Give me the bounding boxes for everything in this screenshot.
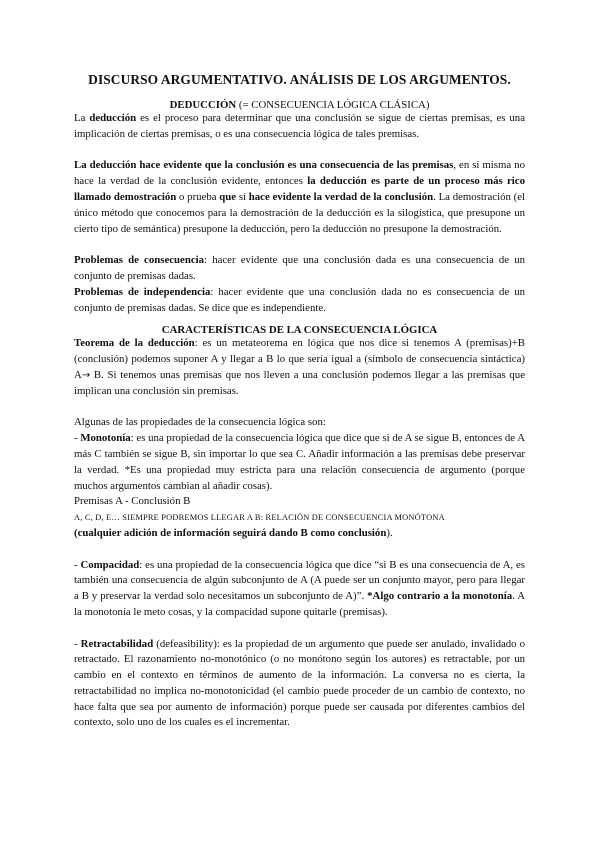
bold-run: la deducción es parte de un proceso más rico llamado demostración <box>74 175 525 203</box>
paragraph-teorema-deduccion <box>74 336 525 399</box>
bold-run: Problemas de independencia <box>74 285 211 298</box>
paragraph-monotonia <box>74 431 525 494</box>
paragraph-gap <box>74 400 525 416</box>
paragraph-gap <box>74 316 525 324</box>
text-run: . A la monotonía le meto cosas, y la compacidad supone quitarle (premisas). <box>74 590 526 618</box>
text-run: - <box>74 432 81 445</box>
paragraph-deduccion-definition <box>74 111 525 143</box>
bold-run: Teorema de la deducción <box>74 337 195 350</box>
section-heading-deduccion <box>74 99 525 111</box>
text-run: - <box>74 637 81 650</box>
text-run: : hacer evidente que una conclusión dada no es consecuencia de un conjunto de premisas dadas. Se dice que es independiente. <box>74 285 525 314</box>
text-run: sí <box>236 190 249 203</box>
section-heading-caracteristicas: CARACTERÍSTICAS DE LA CONSECUENCIA LÓGICA <box>161 324 438 337</box>
bold-run: Retractabilidad <box>80 637 154 650</box>
text-run: : es una propiedad de la consecuencia lógica que dice que si de A se sigue B, entonces de A más C también se sigue B, sin importar lo que sea C. Añadir información a las premisas debe preservar la verdad. *Es una propiedad muy estricta para una relación consecuencia de argumento (porque muchos argumentos cambian al añadir cosas). <box>74 432 525 492</box>
bold-run: que <box>219 190 237 203</box>
heading-sub: (= CONSECUENCIA LÓGICA CLÁSICA) <box>236 99 430 111</box>
text-run: o prueba <box>176 190 220 203</box>
bold-run: hace evidente la verdad de la conclusión <box>248 190 434 203</box>
text-run: ). <box>386 526 393 539</box>
bold-run: Problemas de consecuencia <box>74 254 205 267</box>
caps-run: A, C, D, E… SIEMPRE PODREMOS LLEGAR A B: RELACIÓN DE CONSECUENCIA MONÓTONA <box>74 513 445 523</box>
paragraph-compacidad <box>74 558 525 621</box>
paragraph-problemas-independencia <box>74 285 525 317</box>
paragraph-gap <box>74 237 525 253</box>
paragraph-gap <box>74 621 525 637</box>
text-run: : es una propiedad de la consecuencia lógica que dice “si B es una consecuencia de A, es también una consecuencia de algún subconjunto de A (A puede ser un conjunto mayor, pero para llegar a B y preservar la verdad solo necesitamos un subconjunto de A)”. <box>74 558 525 603</box>
paragraph-gap <box>74 542 525 558</box>
text-run: . La demostración (el único método que conocemos para la demostración de la deducción es la silogística, que presupone un cierto tipo de semántica) presupone la deducción, pero la deducción no presupone la demostración. <box>74 190 525 235</box>
text-run: - <box>74 558 81 571</box>
text-run: B. Si tenemos unas premisas que nos lleven a una conclusión podemos llegar a las premisas que implican una conclusión sin premisas. <box>74 368 525 397</box>
bold-run: La deducción hace evidente que la conclusión es una consecuencia de las premisas <box>74 159 454 172</box>
bold-run: deducción <box>89 112 137 124</box>
heading-main: DEDUCCIÓN <box>169 99 237 111</box>
text-run: , en sí misma no hace la verdad de la conclusión evidente, entonces <box>74 159 525 188</box>
paragraph-monotonia-example: Premisas A - Conclusión B <box>74 495 191 508</box>
paragraph-gap <box>74 143 525 159</box>
bold-run: *Algo contrario a la monotonía <box>367 590 513 603</box>
text-run: La <box>74 112 90 124</box>
paragraph-deduccion-demostracion <box>74 158 525 237</box>
paragraph-retractabilidad <box>74 637 525 732</box>
text-run: : hacer evidente que una conclusión dada es una consecuencia de un conjunto de premisas dadas. <box>74 254 526 282</box>
document-title: DISCURSO ARGUMENTATIVO. ANÁLISIS DE LOS ARGUMENTOS. <box>88 72 511 87</box>
bold-run: (cualquier adición de información seguirá dando B como conclusión <box>74 526 387 539</box>
paragraph-problemas-consecuencia <box>74 253 525 285</box>
bold-run: Compacidad <box>80 558 140 571</box>
text-run: (defeasibility): es la propiedad de un argumento que puede ser anulado, invalidado o retractado. El razonamiento no-monotónico (o no monótono según los autores) es retractable, por un cambio en el contexto en términos de aumento de la información. La conversa no es cierta, la retractabilidad no implica no-monotonicidad (el cambio puede proceder de un cambio de contexto, no hace falta que sea por aumento de información) porque puede ser causada por diferentes cambios del contexto, solo uno de los cuales es el incrementar. <box>74 637 525 729</box>
text-run: es el proceso para determinar que una conclusión se sigue de ciertas premisas, es una implicación de ciertas premisas, o es una consecuencia lógica de tales premisas. <box>74 112 525 140</box>
text-run: : es un metateorema en lógica que nos dice si tenemos A (premisas)+B (conclusión) podemos suponer A y llegar a B lo que sería igual a (símbolo de consecuencia sintáctica) A <box>74 337 525 381</box>
paragraph-propiedades-intro: Algunas de las propiedades de la consecuencia lógica son: <box>74 416 326 429</box>
right-arrow-icon: → <box>81 369 91 381</box>
paragraph-monotonia-caps <box>74 510 525 542</box>
bold-run: Monotonía <box>80 432 131 445</box>
